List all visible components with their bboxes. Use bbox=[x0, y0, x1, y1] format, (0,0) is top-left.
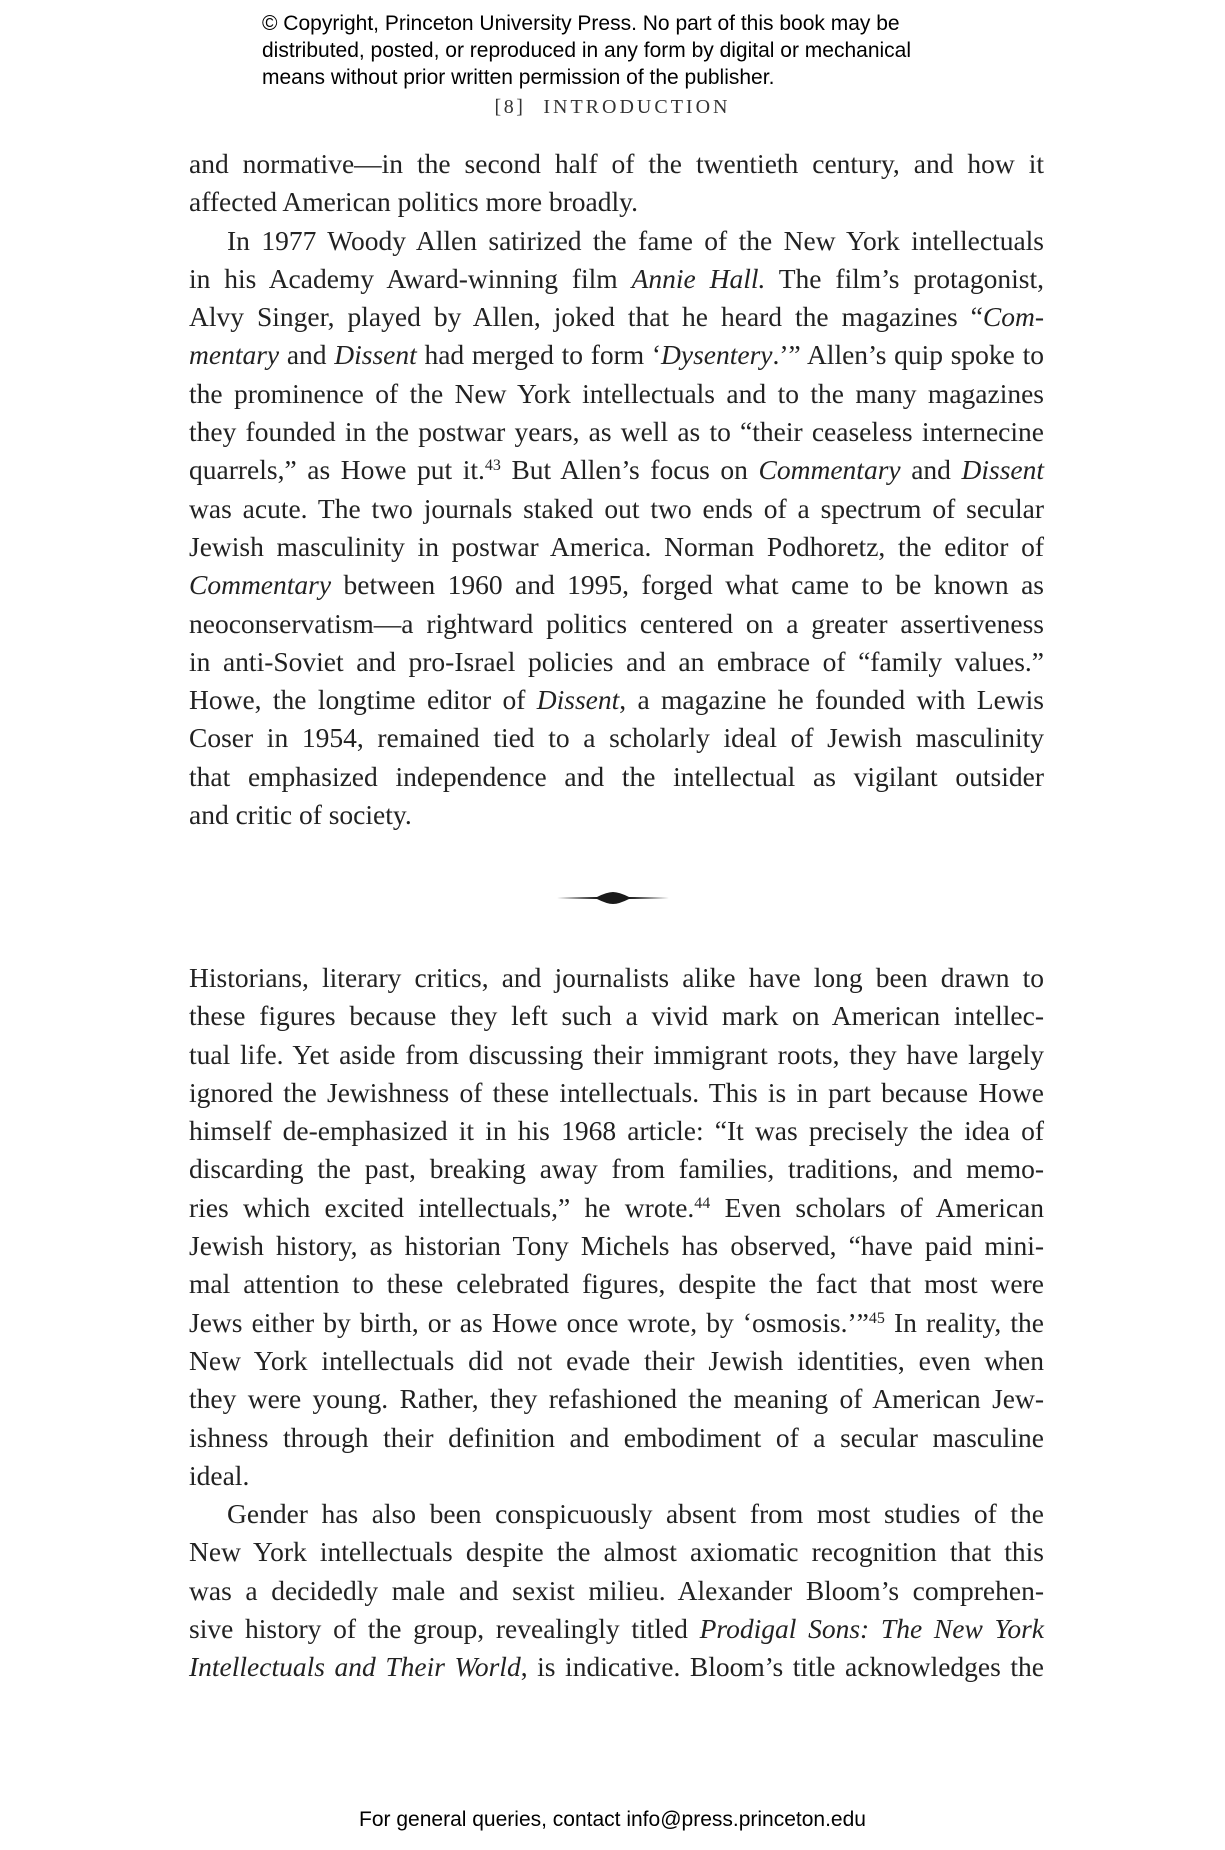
text-line: Jews either by birth, or as Howe once wrote, by ‘osmosis.’”$^{45}$ In reality, the bbox=[189, 1306, 1044, 1338]
text-line: sive history of the group, revealingly titled Prodigal Sons: The New York bbox=[189, 1613, 1044, 1645]
page-number: [8] bbox=[494, 96, 526, 118]
text-line: In 1977 Woody Allen satirized the fame of the New York intellectuals bbox=[227, 224, 1044, 256]
text-line: Howe, the longtime editor of Dissent, a magazine he founded with Lewis bbox=[189, 684, 1044, 716]
text-line: the prominence of the New York intellectuals and to the many magazines bbox=[189, 377, 1044, 409]
text-line: Intellectuals and Their World, is indicative. Bloom’s title acknowledges the bbox=[189, 1651, 1044, 1683]
text-line: tual life. Yet aside from discussing their immigrant roots, they have largely bbox=[189, 1038, 1044, 1070]
footnote-ref: 43 bbox=[484, 457, 501, 475]
text-line: neoconservatism—a rightward politics centered on a greater assertiveness bbox=[189, 607, 1044, 639]
section-break-ornament bbox=[557, 890, 669, 906]
text-line: Commentary between 1960 and 1995, forged what came to be known as bbox=[189, 569, 1044, 601]
text-line: New York intellectuals did not evade their Jewish identities, even when bbox=[189, 1344, 1044, 1376]
paragraph-continued bbox=[189, 145, 1044, 222]
book-title: Intellectuals and Their World bbox=[189, 1651, 521, 1683]
text-block-upper bbox=[189, 145, 1044, 834]
text-line: in anti-Soviet and pro-Israel policies and an embrace of “family values.” bbox=[189, 645, 1044, 677]
copyright-line: distributed, posted, or reproduced in any form by digital or mechanical bbox=[262, 39, 912, 62]
text-line: ideal. bbox=[189, 1459, 250, 1491]
copyright-line: © Copyright, Princeton University Press. No part of this book may be bbox=[262, 12, 900, 35]
text-line: that emphasized independence and the intellectual as vigilant outsider bbox=[189, 760, 1044, 792]
text-line: ignored the Jewishness of these intellectuals. This is in part because Howe bbox=[189, 1076, 1044, 1108]
text-line: Alvy Singer, played by Allen, joked that he heard the magazines “Com- bbox=[189, 301, 1044, 333]
text-line: Historians, literary critics, and journalists alike have long been drawn to bbox=[189, 962, 1044, 993]
section-title: INTRODUCTION bbox=[543, 96, 731, 118]
text-line: they founded in the postwar years, as well as to “their ceaseless internecine bbox=[189, 416, 1044, 448]
text-line: Gender has also been conspicuously absent from most studies of the bbox=[227, 1498, 1044, 1530]
book-title: Prodigal Sons: The New York bbox=[699, 1613, 1044, 1645]
paragraph-gender bbox=[189, 1495, 1044, 1686]
text-line: discarding the past, breaking away from families, traditions, and memo- bbox=[189, 1153, 1044, 1185]
text-line: Coser in 1954, remained tied to a scholarly ideal of Jewish masculinity bbox=[189, 722, 1044, 754]
text-line: and normative—in the second half of the twentieth century, and how it bbox=[189, 148, 1044, 179]
text-line: mentary and Dissent had merged to form ‘Dysentery.’” Allen’s quip spoke to bbox=[189, 339, 1044, 371]
text-line: these figures because they left such a vivid mark on American intellec- bbox=[189, 1000, 1044, 1032]
paragraph-annie-hall bbox=[189, 222, 1044, 835]
text-line: and critic of society. bbox=[189, 799, 412, 831]
text-line: ishness through their definition and embodiment of a secular masculine bbox=[189, 1421, 1044, 1453]
text-block-lower bbox=[189, 959, 1044, 1687]
text-line: they were young. Rather, they refashioned the meaning of American Jew- bbox=[189, 1383, 1044, 1415]
text-line: New York intellectuals despite the almost axiomatic recognition that this bbox=[189, 1536, 1044, 1568]
text-line: was a decidedly male and sexist milieu. Alexander Bloom’s comprehen- bbox=[189, 1574, 1044, 1606]
text-line: in his Academy Award-winning film Annie Hall. The film’s protagonist, bbox=[189, 262, 1044, 294]
footnote-ref: 44 bbox=[694, 1194, 711, 1212]
text-line: affected American politics more broadly. bbox=[189, 186, 638, 218]
text-line: Jewish history, as historian Tony Michels has observed, “have paid mini- bbox=[189, 1230, 1044, 1262]
text-line: was acute. The two journals staked out two ends of a spectrum of secular bbox=[189, 492, 1044, 524]
text-line: Jewish masculinity in postwar America. Norman Podhoretz, the editor of bbox=[189, 530, 1044, 562]
footer-contact: For general queries, contact info@press.princeton.edu bbox=[359, 1808, 866, 1831]
text-line: himself de-emphasized it in his 1968 article: “It was precisely the idea of bbox=[189, 1115, 1044, 1147]
running-head bbox=[0, 96, 1225, 119]
paragraph-historians bbox=[189, 959, 1044, 1495]
copyright-notice bbox=[262, 10, 982, 91]
text-line: ries which excited intellectuals,” he wrote.$^{44}$ Even scholars of American bbox=[189, 1191, 1044, 1223]
film-title: Annie Hall. bbox=[631, 262, 766, 294]
text-line: quarrels,” as Howe put it.$^{43}$ But Allen’s focus on Commentary and Dissent bbox=[189, 454, 1044, 486]
copyright-line: means without prior written permission of the publisher. bbox=[262, 66, 775, 89]
footnote-ref: 45 bbox=[868, 1309, 885, 1327]
text-line: mal attention to these celebrated figures, despite the fact that most were bbox=[189, 1268, 1044, 1300]
